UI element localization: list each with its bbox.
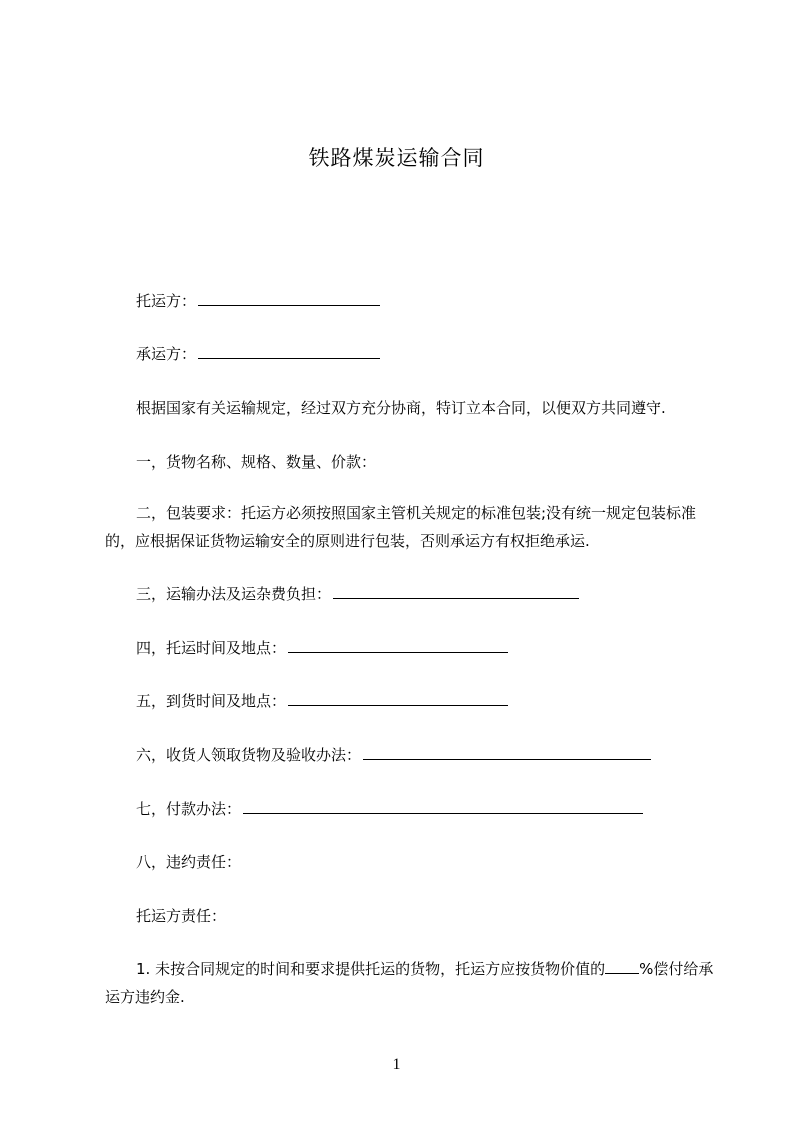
shipper-liability-heading: 托运方责任： bbox=[136, 907, 227, 925]
section-6-blank[interactable] bbox=[363, 745, 651, 760]
section-3-blank[interactable] bbox=[333, 584, 579, 599]
section-8: 八，违约责任： bbox=[136, 853, 242, 871]
carrier-label: 承运方： bbox=[136, 345, 197, 363]
shipper-label: 托运方： bbox=[136, 292, 197, 310]
carrier-blank[interactable] bbox=[198, 344, 380, 359]
liability-item-1 bbox=[105, 955, 715, 1011]
intro-text: 根据国家有关运输规定，经过双方充分协商，特订立本合同，以便双方共同遵守. bbox=[136, 399, 666, 417]
section-5-label: 五，到货时间及地点： bbox=[136, 692, 287, 710]
section-6 bbox=[136, 745, 651, 765]
section-1: 一，货物名称、规格、数量、价款： bbox=[136, 453, 377, 471]
document-title: 铁路煤炭运输合同 bbox=[308, 146, 485, 170]
section-3 bbox=[136, 584, 579, 604]
section-7 bbox=[136, 799, 643, 819]
section-6-label: 六，收货人领取货物及验收办法： bbox=[136, 746, 362, 764]
section-2: 二，包装要求：托运方必须按照国家主管机关规定的标准包装;没有统一规定包装标准的，应根据保证货物运输安全的原则进行包装，否则承运方有权拒绝承运. bbox=[105, 504, 697, 550]
liability-item-1-tail: %偿付给承运方违约金. bbox=[105, 960, 714, 1006]
percentage-blank[interactable] bbox=[605, 959, 639, 974]
section-7-label: 七，付款办法： bbox=[136, 800, 242, 818]
section-4 bbox=[136, 638, 508, 658]
liability-item-1-text: 1. 未按合同规定的时间和要求提供托运的货物，托运方应按货物价值的 bbox=[136, 960, 606, 978]
shipper-field bbox=[136, 291, 380, 311]
section-7-blank[interactable] bbox=[243, 799, 643, 814]
section-4-blank[interactable] bbox=[288, 638, 508, 653]
section-5-blank[interactable] bbox=[288, 691, 508, 706]
carrier-field bbox=[136, 344, 380, 364]
page-number: 1 bbox=[392, 1056, 401, 1073]
section-3-label: 三，运输办法及运杂费负担： bbox=[136, 585, 332, 603]
shipper-blank[interactable] bbox=[198, 291, 380, 306]
section-5 bbox=[136, 691, 508, 711]
section-4-label: 四，托运时间及地点： bbox=[136, 639, 287, 657]
